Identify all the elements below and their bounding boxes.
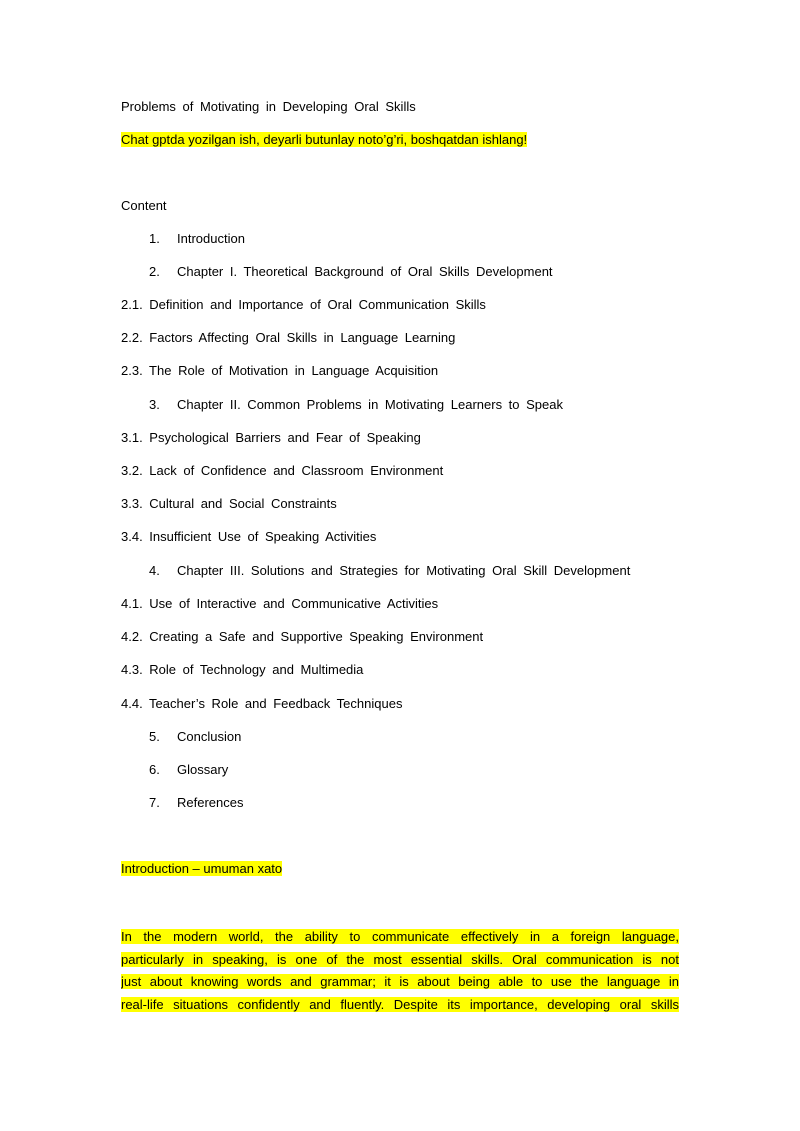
toc-item-label: References — [177, 795, 244, 810]
toc-subitem-4-1: 4.1. Use of Interactive and Communicative Activities — [121, 596, 439, 611]
toc-item-number: 6. — [149, 762, 160, 777]
introduction-heading-line — [121, 861, 282, 877]
toc-subitem-3-3: 3.3. Cultural and Social Constraints — [121, 496, 337, 511]
paragraph-line — [121, 994, 679, 1017]
toc-subitem-3-2: 3.2. Lack of Confidence and Classroom Environment — [121, 463, 444, 478]
paragraph-line — [121, 971, 679, 994]
toc-item-number: 3. — [149, 397, 160, 412]
toc-subitem-3-1: 3.1. Psychological Barriers and Fear of Speaking — [121, 430, 421, 445]
toc-subitem-2-2: 2.2. Factors Affecting Oral Skills in Language Learning — [121, 330, 456, 345]
toc-item-number: 2. — [149, 264, 160, 279]
toc-item-label: Chapter I. Theoretical Background of Oral Skills Development — [177, 264, 553, 279]
toc-item-number: 7. — [149, 795, 160, 810]
paragraph-line-text: In the modern world, the ability to communicate effectively in a foreign language, — [121, 929, 679, 944]
paragraph-line-text: just about knowing words and grammar; it is about being able to use the language in — [121, 974, 679, 990]
paragraph-line — [121, 949, 679, 972]
toc-subitem-4-2: 4.2. Creating a Safe and Supportive Speaking Environment — [121, 629, 484, 644]
toc-item-number: 4. — [149, 563, 160, 578]
paragraph-line — [121, 926, 679, 949]
toc-item-label: Chapter II. Common Problems in Motivating Learners to Speak — [177, 397, 564, 412]
toc-subitem-4-3: 4.3. Role of Technology and Multimedia — [121, 662, 364, 677]
toc-item-label: Introduction — [177, 231, 245, 246]
toc-item-label: Glossary — [177, 762, 229, 777]
toc-item-number: 1. — [149, 231, 160, 246]
toc-subitem-4-4: 4.4. Teacher’s Role and Feedback Techniques — [121, 696, 403, 711]
document-title: Problems of Motivating in Developing Oral Skills — [121, 99, 416, 114]
paragraph-line-text: particularly in speaking, is one of the most essential skills. Oral communication is not — [121, 951, 679, 967]
introduction-paragraph — [121, 926, 679, 1017]
toc-item-label: Conclusion — [177, 729, 242, 744]
toc-subitem-2-3: 2.3. The Role of Motivation in Language Acquisition — [121, 363, 439, 378]
content-heading: Content — [121, 198, 167, 213]
toc-subitem-3-4: 3.4. Insufficient Use of Speaking Activities — [121, 529, 377, 544]
toc-subitem-2-1: 2.1. Definition and Importance of Oral Communication Skills — [121, 297, 486, 312]
introduction-heading: Introduction – umuman xato — [121, 861, 283, 876]
toc-item-label: Chapter III. Solutions and Strategies for Motivating Oral Skill Development — [177, 563, 631, 578]
reviewer-note: Chat gptda yozilgan ish, deyarli butunlay noto’g’ri, boshqatdan ishlang! — [121, 132, 528, 147]
paragraph-line-text: real-life situations confidently and fluently. Despite its importance, developing oral skills — [121, 997, 679, 1013]
toc-item-number: 5. — [149, 729, 160, 744]
reviewer-note-line — [121, 132, 527, 148]
